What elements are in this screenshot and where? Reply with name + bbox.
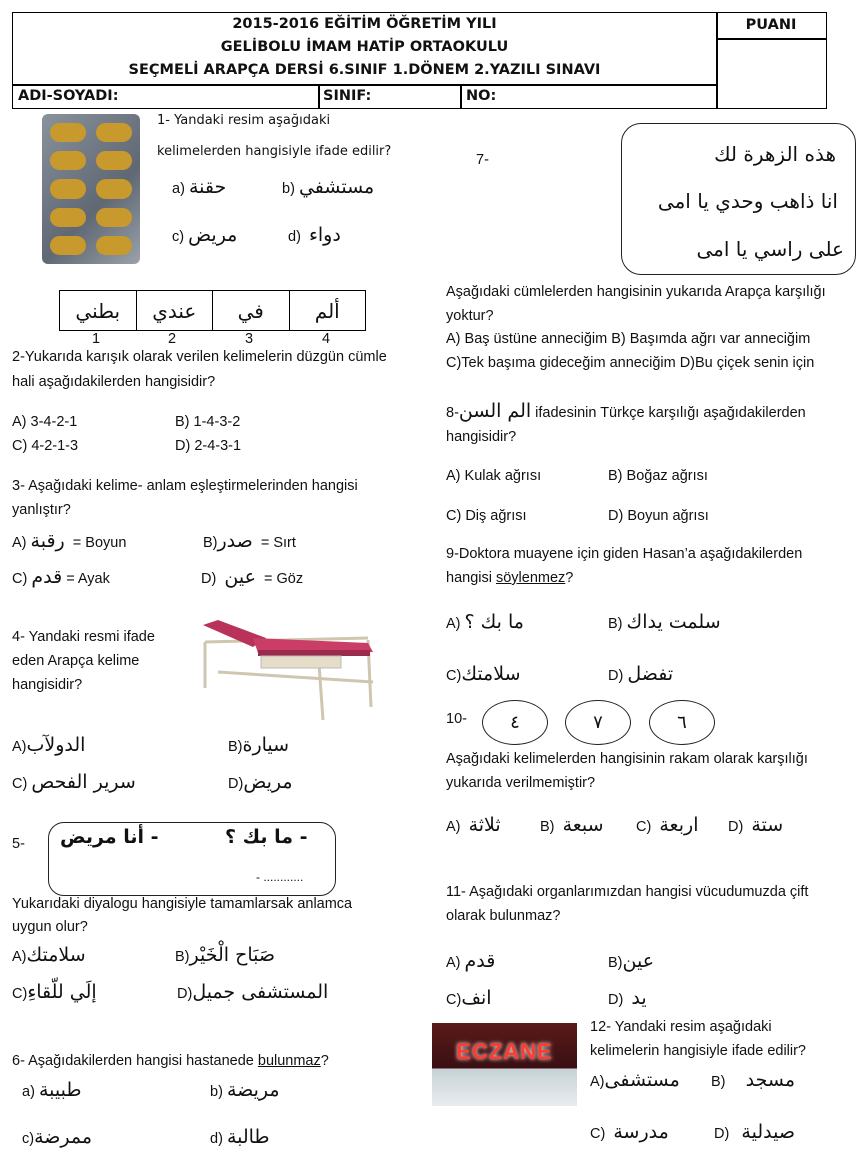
q7-line2: yoktur? xyxy=(446,308,494,324)
option-letter: D) xyxy=(201,571,217,587)
option-letter: C) xyxy=(446,992,462,1008)
q8-arabic: الم السن xyxy=(458,400,532,422)
pharmacy-image xyxy=(432,1023,577,1106)
name-label: ADI-SOYADI: xyxy=(18,88,119,104)
q6-qmark: ? xyxy=(320,1053,329,1069)
option-text: الدولآب xyxy=(26,734,86,756)
q8-option-a[interactable]: A) Kulak ağrısı xyxy=(446,468,542,484)
q12-line2: kelimelerin hangisiyle ifade edilir? xyxy=(590,1043,806,1059)
word-number: 1 xyxy=(92,331,101,347)
q11-option-d[interactable] xyxy=(608,987,647,1009)
option-text: سرير الفحص xyxy=(31,771,136,793)
option-text: يد xyxy=(631,987,647,1009)
q4-line3: hangisidir? xyxy=(12,677,83,693)
q7-options-cd[interactable]: C)Tek başıma gideceğim anneciğim D)Bu çiçek senin için xyxy=(446,355,815,371)
q8-text: ifadesinin Türkçe karşılığı aşağıdakilerden xyxy=(531,405,806,421)
q6-emphasis: bulunmaz xyxy=(257,1053,321,1069)
option-text: مسجد xyxy=(745,1069,796,1091)
q11-option-c[interactable] xyxy=(446,987,492,1009)
q4-option-b[interactable] xyxy=(228,734,289,756)
option-text: سلمت يداك xyxy=(626,611,721,633)
q10-option-d[interactable] xyxy=(728,814,783,836)
q11-line1: 11- Aşağıdaki organlarımızdan hangisi vücudumuzda çift xyxy=(446,884,809,900)
header-year: 2015-2016 EĞİTİM ÖĞRETİM YILI xyxy=(232,16,497,32)
option-letter: D) xyxy=(608,668,624,684)
digit-oval: ٧ xyxy=(565,700,631,745)
option-text: مريض xyxy=(188,224,238,246)
q10-line1: Aşağıdaki kelimelerden hangisinin rakam olarak karşılığı xyxy=(446,751,808,767)
option-letter: b) xyxy=(282,181,295,197)
option-text: ثلاثة xyxy=(468,814,501,836)
option-text: سلامتك xyxy=(26,944,86,966)
option-letter: A) xyxy=(590,1074,605,1090)
examination-bed-image xyxy=(198,610,378,725)
option-letter: C) xyxy=(446,668,462,684)
option-text: ممرضة xyxy=(34,1126,93,1148)
option-text: مستشفي xyxy=(298,176,375,198)
digit-oval: ٤ xyxy=(482,700,548,745)
word-number: 4 xyxy=(322,331,331,347)
header-exam: SEÇMELİ ARAPÇA DERSİ 6.SINIF 1.DÖNEM 2.YAZILI SINAVI xyxy=(128,62,601,78)
option-text: حقنة xyxy=(188,176,227,198)
option-text: ما بك ؟ xyxy=(464,611,524,633)
q10-line2: yukarıda verilmemiştir? xyxy=(446,775,596,791)
q4-option-c[interactable] xyxy=(12,771,136,793)
option-letter: D) xyxy=(177,986,193,1002)
q2-option-b[interactable]: B) 1-4-3-2 xyxy=(175,414,241,430)
q2-line2: hali aşağıdakilerden hangisidir? xyxy=(12,374,216,390)
option-text: انف xyxy=(461,987,492,1009)
option-letter: B) xyxy=(540,819,555,835)
q1-option-d[interactable] xyxy=(288,224,341,246)
score-label: PUANI xyxy=(745,17,797,33)
option-arabic: رقبة xyxy=(30,530,65,552)
q4-line1: 4- Yandaki resmi ifade xyxy=(12,629,155,645)
q8-question xyxy=(446,400,806,422)
pill-blister-image xyxy=(42,114,140,264)
q8-number: 8- xyxy=(446,405,459,421)
q3-option-b[interactable] xyxy=(203,530,296,552)
option-letter: C) xyxy=(12,571,28,587)
q4-option-a[interactable] xyxy=(12,734,85,756)
option-arabic: قدم xyxy=(31,566,63,588)
q9-line2 xyxy=(446,570,573,586)
q3-option-d[interactable] xyxy=(201,566,303,588)
q9-option-d[interactable] xyxy=(608,663,673,685)
option-text: طبيبة xyxy=(38,1079,82,1101)
class-label: SINIF: xyxy=(323,88,372,104)
q5-line2: uygun olur? xyxy=(12,919,88,935)
option-meaning: = Boyun xyxy=(72,535,127,551)
option-letter: D) xyxy=(228,776,244,792)
q5-line1: Yukarıdaki diyalogu hangisiyle tamamlarsak anlamca xyxy=(12,896,353,912)
q12-option-a[interactable] xyxy=(590,1069,680,1091)
option-letter: D) xyxy=(714,1126,730,1142)
option-text: سيارة xyxy=(242,734,290,756)
q9-option-a[interactable] xyxy=(446,611,524,633)
option-text: سلامتك xyxy=(461,663,521,685)
option-letter: B) xyxy=(175,949,190,965)
option-text: مستشفى xyxy=(604,1069,680,1091)
q7-line1: Aşağıdaki cümlelerden hangisinin yukarıda Arapça karşılığı xyxy=(446,284,826,300)
q2-line1: 2-Yukarıda karışık olarak verilen kelimelerin düzgün cümle xyxy=(12,349,387,365)
option-letter: C) xyxy=(590,1126,606,1142)
q8-line2: hangisidir? xyxy=(446,429,517,445)
option-meaning: = Ayak xyxy=(66,571,110,587)
word-cell: ألم xyxy=(314,298,340,323)
option-text: طالبة xyxy=(226,1126,270,1148)
q10-option-c[interactable] xyxy=(636,814,698,836)
option-letter: c) xyxy=(22,1131,35,1147)
q11-option-b[interactable] xyxy=(608,950,654,972)
option-text: قدم xyxy=(464,950,496,972)
option-text: المستشفى جميل xyxy=(192,981,329,1003)
dialogue-blank: - ............ xyxy=(256,870,304,884)
q5-option-c[interactable] xyxy=(12,981,97,1003)
q2-option-d[interactable]: D) 2-4-3-1 xyxy=(175,438,242,454)
q6-text: 6- Aşağıdakilerden hangisi hastanede xyxy=(12,1053,258,1069)
q6-option-d[interactable] xyxy=(210,1126,270,1148)
option-letter: b) xyxy=(210,1084,223,1100)
q2-option-c[interactable]: C) 4-2-1-3 xyxy=(12,438,79,454)
q12-line1: 12- Yandaki resim aşağıdaki xyxy=(590,1019,772,1035)
option-letter: C) xyxy=(12,986,28,1002)
q9-option-c[interactable] xyxy=(446,663,521,685)
q9-text: hangisi xyxy=(446,570,496,586)
option-arabic: عين xyxy=(224,566,256,588)
option-text: اربعة xyxy=(659,814,699,836)
option-text: مريضة xyxy=(226,1079,280,1101)
option-letter: D) xyxy=(608,992,624,1008)
option-arabic: صدر xyxy=(217,530,253,552)
q10-option-b[interactable] xyxy=(540,814,604,836)
option-text: مدرسة xyxy=(613,1121,669,1143)
option-letter: D) xyxy=(728,819,744,835)
option-text: تفضل xyxy=(627,663,674,685)
q1-option-a[interactable] xyxy=(172,176,226,198)
arabic-sentence: انا ذاهب وحدي يا امى xyxy=(657,189,838,213)
number-label: NO: xyxy=(466,88,497,104)
option-letter: B) xyxy=(228,739,243,755)
q9-qmark: ? xyxy=(565,570,574,586)
digit-oval: ٦ xyxy=(649,700,715,745)
option-text: صَبَاح الْخَيْر xyxy=(189,944,276,966)
option-letter: C) xyxy=(12,776,28,792)
option-letter: d) xyxy=(210,1131,223,1147)
arabic-sentence: هذه الزهرة لك xyxy=(714,142,836,166)
q11-line2: olarak bulunmaz? xyxy=(446,908,561,924)
q6-option-c[interactable] xyxy=(22,1126,92,1148)
option-text: إلَي للّقاءِ xyxy=(27,981,97,1003)
option-text: عين xyxy=(622,950,655,972)
option-meaning: = Sırt xyxy=(260,535,296,551)
q5-option-d[interactable] xyxy=(177,981,328,1003)
q4-option-d[interactable] xyxy=(228,771,293,793)
q8-option-d[interactable]: D) Boyun ağrısı xyxy=(608,508,709,524)
header-school: GELİBOLU İMAM HATİP ORTAOKULU xyxy=(220,39,509,55)
pharmacy-sign: ECZANE xyxy=(456,1039,553,1064)
q12-option-b[interactable] xyxy=(711,1069,795,1091)
dialogue-line: - أنا مريض xyxy=(60,826,159,848)
exam-header xyxy=(12,12,827,109)
q3-option-c[interactable] xyxy=(12,566,110,588)
option-letter: A) xyxy=(12,535,27,551)
q3-line2: yanlıştır? xyxy=(12,502,71,518)
word-cell: بطني xyxy=(60,291,137,330)
q10-option-a[interactable] xyxy=(446,814,501,836)
dialogue-line: - ما بك ؟ xyxy=(225,826,308,848)
option-letter: A) xyxy=(446,819,461,835)
option-letter: B) xyxy=(203,535,218,551)
word-cell: عندي xyxy=(137,291,214,330)
q1-line2: kelimelerden hangisiyle ifade edilir? xyxy=(157,144,392,159)
q6-option-a[interactable] xyxy=(22,1079,81,1101)
option-letter: d) xyxy=(288,229,301,245)
option-text: صيدلية xyxy=(741,1121,795,1143)
q1-option-b[interactable] xyxy=(282,176,374,198)
word-table xyxy=(59,290,366,331)
word-number: 2 xyxy=(168,331,177,347)
option-letter: A) xyxy=(446,616,461,632)
q7-number: 7- xyxy=(476,152,489,168)
q5-option-b[interactable] xyxy=(175,944,275,966)
q2-option-a[interactable]: A) 3-4-2-1 xyxy=(12,414,78,430)
q6-option-b[interactable] xyxy=(210,1079,280,1101)
q8-option-b[interactable]: B) Boğaz ağrısı xyxy=(608,468,708,484)
option-meaning: = Göz xyxy=(263,571,304,587)
option-letter: B) xyxy=(711,1074,726,1090)
q7-options-ab[interactable]: A) Baş üstüne anneciğim B) Başımda ağrı var anneciğim xyxy=(446,331,811,347)
word-number: 3 xyxy=(245,331,254,347)
arabic-sentence: على راسي يا امى xyxy=(696,237,844,261)
option-text: دواء xyxy=(308,224,341,246)
q11-option-a[interactable] xyxy=(446,950,495,972)
option-letter: A) xyxy=(446,955,461,971)
q1-line1: 1- Yandaki resim aşağıdaki xyxy=(157,113,331,128)
option-letter: a) xyxy=(172,181,185,197)
q3-line1: 3- Aşağıdaki kelime- anlam eşleştirmelerinden hangisi xyxy=(12,478,358,494)
q8-option-c[interactable]: C) Diş ağrısı xyxy=(446,508,527,524)
q9-emphasis: söylenmez xyxy=(495,570,566,586)
option-letter: A) xyxy=(12,739,27,755)
q3-option-a[interactable] xyxy=(12,530,126,552)
option-letter: c) xyxy=(172,229,185,245)
word-cell: في xyxy=(213,291,290,330)
option-text: مريض xyxy=(243,771,293,793)
q12-option-d[interactable] xyxy=(714,1121,795,1143)
q9-option-b[interactable] xyxy=(608,611,721,633)
option-text: سبعة xyxy=(562,814,604,836)
q9-line1: 9-Doktora muayene için giden Hasan’a aşağıdakilerden xyxy=(446,546,803,562)
q6-question xyxy=(12,1053,329,1069)
option-letter: C) xyxy=(636,819,652,835)
q4-line2: eden Arapça kelime xyxy=(12,653,140,669)
option-text: ستة xyxy=(751,814,784,836)
q12-option-c[interactable] xyxy=(590,1121,669,1143)
q5-option-a[interactable] xyxy=(12,944,86,966)
q10-number: 10- xyxy=(446,711,467,727)
q1-option-c[interactable] xyxy=(172,224,237,246)
option-letter: B) xyxy=(608,955,623,971)
option-letter: a) xyxy=(22,1084,35,1100)
option-letter: B) xyxy=(608,616,623,632)
option-letter: A) xyxy=(12,949,27,965)
q5-number: 5- xyxy=(12,836,25,852)
